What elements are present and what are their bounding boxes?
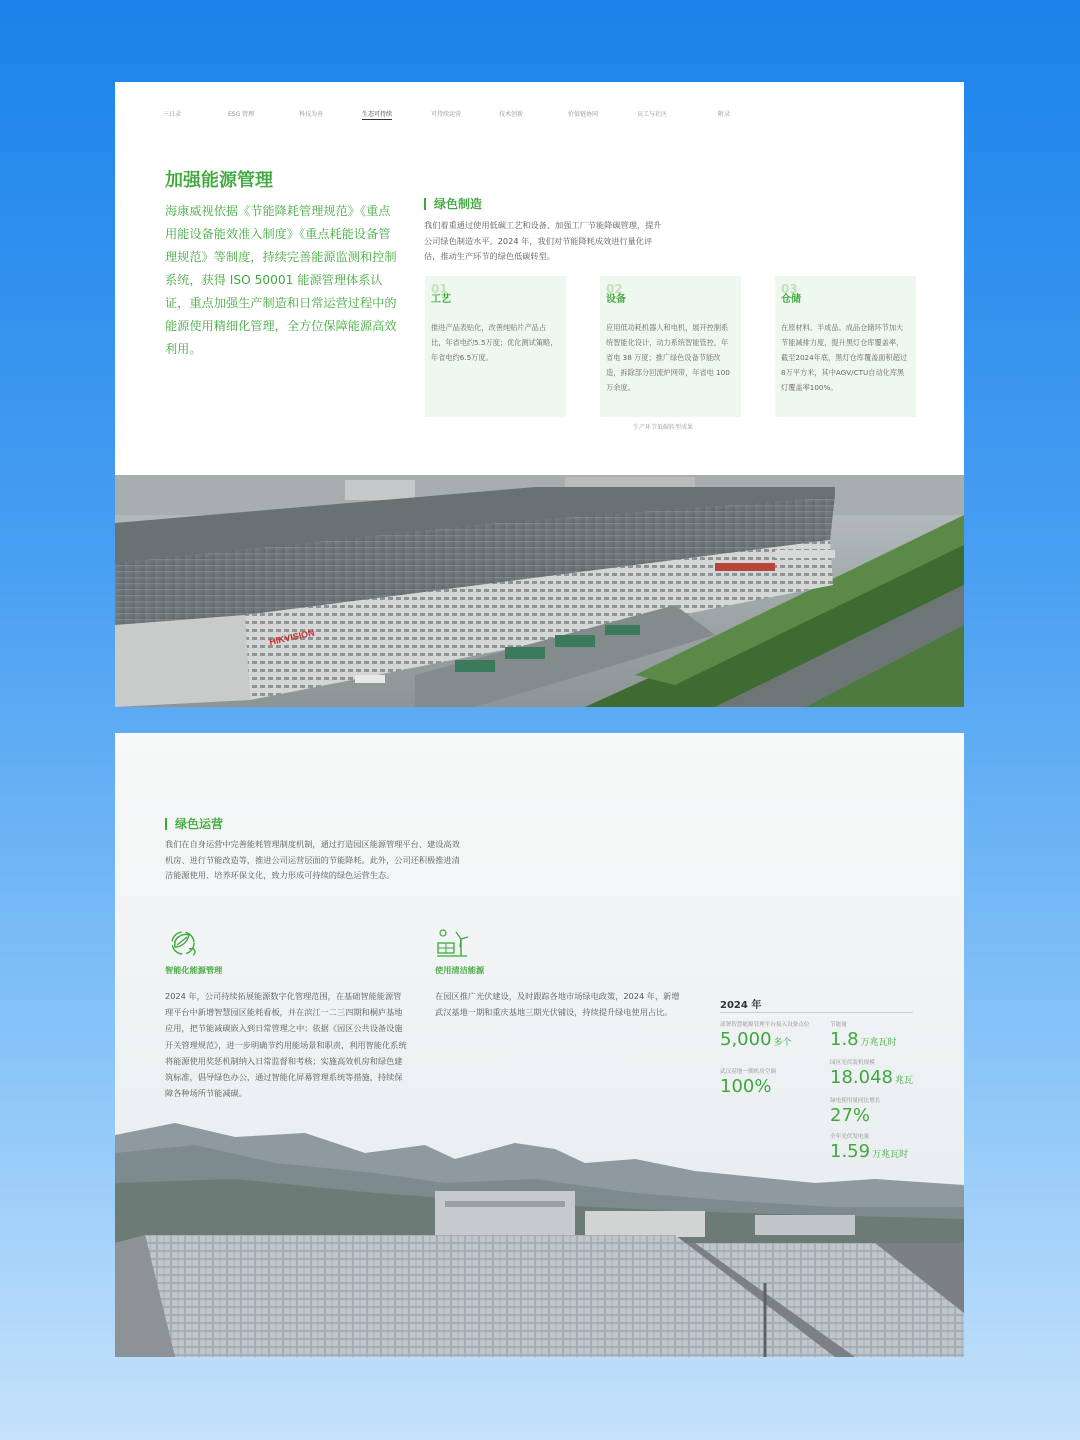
card-storage <box>775 276 916 417</box>
nav-item[interactable]: ESG 管理 <box>228 111 255 118</box>
nav-item[interactable]: 附录 <box>718 111 731 118</box>
stat-value: 100% <box>720 1076 772 1097</box>
stat-item <box>720 1068 810 1101</box>
nav-item[interactable]: 可持续运营 <box>431 111 462 118</box>
factory-aerial-photo <box>115 475 964 707</box>
energy-title: 加强能源管理 <box>165 170 273 191</box>
energy-intro: 海康威视依据《节能降耗管理规范》《重点用能设备能效准入制度》《重点耗能设备管理规范》等制度，持续完善能源监测和控制系统，获得 ISO 50001 能源管理体系认证，重点加强生产制造和日常运营过程中的能源使用精细化管理，全方位保障能源高效利用。 <box>165 204 397 356</box>
stat-value: 1.8 万兆瓦时 <box>830 1029 897 1050</box>
stat-value: 5,000 多个 <box>720 1029 792 1050</box>
card-title: 工艺 <box>431 294 451 305</box>
stat-label: 全年光伏发电量 <box>830 1134 870 1140</box>
nav-item-active[interactable]: 生态可持续 <box>362 111 393 118</box>
report-page-operations <box>115 733 964 1357</box>
nav-item[interactable]: 员工与社区 <box>637 111 668 118</box>
nav-item[interactable]: 科技为善 <box>299 111 324 118</box>
card-title: 设备 <box>606 294 626 305</box>
stat-label: 部署智慧能源管理平台接入设备点位 <box>720 1022 810 1028</box>
stat-value: 27% <box>830 1105 871 1126</box>
stat-item <box>830 1021 930 1054</box>
card-process <box>425 276 566 417</box>
nav-item[interactable]: 技术创新 <box>499 111 524 118</box>
solar-wind-icon <box>435 925 469 959</box>
green-operations-heading: 绿色运营 <box>165 818 223 830</box>
stat-label: 园区光伏装机规模 <box>830 1060 875 1066</box>
smart-energy-title: 智能化能源管理 <box>165 965 223 975</box>
green-manufacturing-text: 我们着重通过使用低碳工艺和设备、加强工厂节能降碳管理，提升公司绿色制造水平。2024 年，我们对节能降耗成效进行量化评估，推动生产环节的绿色低碳转型。 <box>424 220 662 261</box>
cards-caption: 生产环节低碳转型成果 <box>633 424 694 431</box>
nav-item[interactable]: 价值链协同 <box>568 111 599 118</box>
card-equipment <box>600 276 741 417</box>
stat-label: 节能量 <box>830 1022 847 1028</box>
stats-year: 2024 年 <box>720 1000 762 1011</box>
solar-panels-photo <box>115 1123 964 1357</box>
leaf-recycle-icon <box>165 927 201 959</box>
green-operations-text: 我们在自身运营中完善能耗管理制度机制，通过打造园区能源管理平台、建设高效机房、进行节能改造等，推进公司运营层面的节能降耗。此外，公司还积极推进清洁能源使用、培养环保文化，致力形成可持续的绿色运营生态。 <box>165 839 460 880</box>
card-number: 03 <box>781 282 798 296</box>
stat-value: 1.59 万兆瓦时 <box>830 1141 909 1162</box>
card-text: 应用低功耗机器人和电机，展开控制系统智能化设计，动力系统智能管控，年省电 38 万度；推广绿色设备节能改造，拆除部分回流炉网带，年省电 100 万余度。 <box>606 323 730 392</box>
smart-energy-text: 2024 年，公司持续拓展能源数字化管理范围，在基础智能能源管理平台中新增智慧园区能耗看板，并在滨江一二三四期和桐庐基地应用，把节能减碳嵌入到日常管理之中；依据《园区公共设备设施开关管理规范》，进一步明确节约用能场景和职责，利用智能化系统将能源使用奖惩机制纳入日常监督和考核；实施高效机房和绿色建筑标准，倡导绿色办公，通过智能化屏幕管理系统等措施，持续保障各种场所节能减碳。 <box>165 991 407 1099</box>
factory-sign: HIKVISION <box>268 627 316 647</box>
stat-label: 绿电使用量同比增长 <box>830 1098 881 1104</box>
report-nav <box>163 109 924 121</box>
stat-item <box>830 1059 930 1092</box>
card-text: 推进产品表贴化，改善纯贴片产品占比，年省电约5.5万度；优化测试策略，年省电约6.5万度。 <box>431 323 558 362</box>
report-page-energy <box>115 82 964 707</box>
clean-energy-text: 在园区推广光伏建设，及时跟踪各地市场绿电政策，2024 年，新增武汉基地一期和重庆基地三期光伏铺设，持续提升绿电使用占比。 <box>435 991 680 1018</box>
card-title: 仓储 <box>781 294 801 305</box>
card-number: 02 <box>606 282 623 296</box>
card-number: 01 <box>431 282 448 296</box>
stat-value: 18.048 兆瓦 <box>830 1067 913 1088</box>
stat-item <box>720 1021 810 1054</box>
clean-energy-title: 使用清洁能源 <box>435 965 485 975</box>
nav-item[interactable]: 三日录 <box>163 111 182 118</box>
card-text: 在原材料、半成品、成品仓储环节加大节能减排力度，提升黑灯仓库覆盖率，截至2024年底，黑灯仓库覆盖面积超过8万平方米，其中AGV/CTU自动化库黑灯覆盖率100%。 <box>781 323 908 392</box>
green-manufacturing-heading: 绿色制造 <box>424 198 482 210</box>
stats-divider <box>720 1012 913 1013</box>
stat-label: 武汉基地一期机房空调 <box>720 1069 776 1075</box>
